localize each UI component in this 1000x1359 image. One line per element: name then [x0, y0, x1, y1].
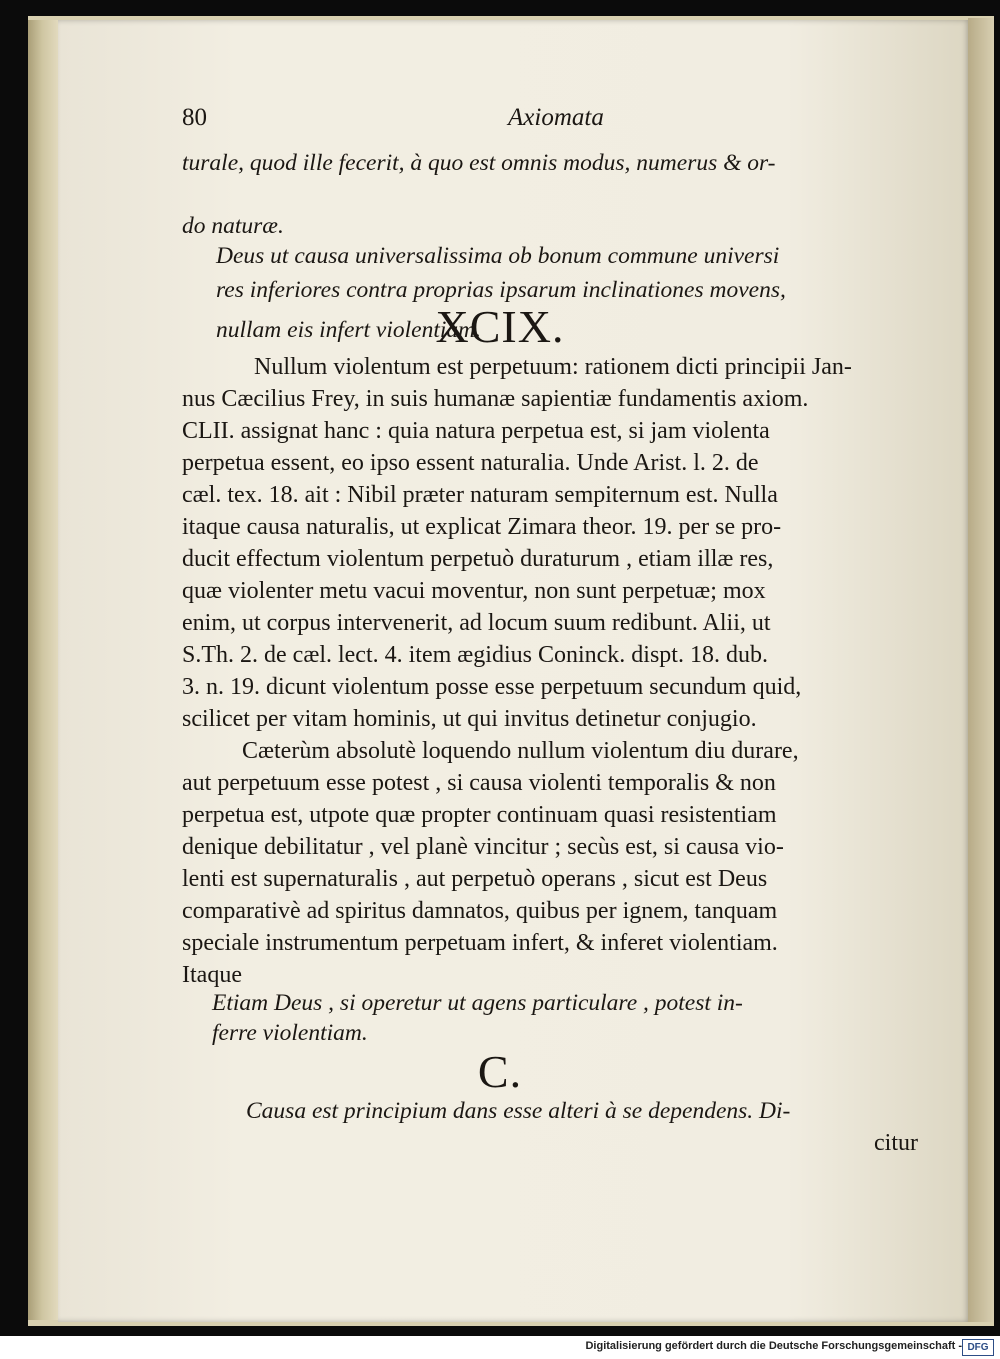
page-number: 80: [182, 104, 207, 131]
dfg-logo: DFG: [962, 1339, 994, 1356]
text-line: perpetua essent, eo ipso essent naturalia. Unde Arist. l. 2. de: [182, 450, 759, 476]
text-line: Cæterùm absolutè loquendo nullum violentum diu durare,: [242, 738, 799, 764]
running-head: Axiomata: [508, 104, 604, 131]
text-line: CLII. assignat hanc : quia natura perpetua est, si jam violenta: [182, 418, 770, 444]
text-line: S.Th. 2. de cæl. lect. 4. item ægidius Coninck. dispt. 18. dub.: [182, 642, 768, 668]
text-line: Itaque: [182, 962, 242, 988]
text-line: itaque causa naturalis, ut explicat Zimara theor. 19. per se pro-: [182, 514, 782, 540]
section-heading: C.: [477, 1046, 523, 1097]
text-line: comparativè ad spiritus damnatos, quibus per ignem, tanquam: [182, 898, 778, 924]
text-line: nullam eis infert violentiam.: [216, 317, 481, 343]
text-line: citur: [874, 1130, 918, 1156]
text-line: res inferiores contra proprias ipsarum inclinationes movens,: [216, 277, 786, 303]
page-left-edge: [28, 20, 60, 1320]
text-line: speciale instrumentum perpetuam infert, & inferet violentiam.: [182, 930, 778, 956]
text-line: cæl. tex. 18. ait : Nibil præter naturam sempiternum est. Nulla: [182, 482, 778, 508]
text-line: Deus ut causa universalissima ob bonum commune universi: [216, 243, 780, 269]
section-heading: XCIX.: [435, 301, 565, 352]
footer-credit: Digitalisierung gefördert durch die Deutsche Forschungsgemeinschaft -: [585, 1340, 962, 1352]
text-line: do naturæ.: [182, 213, 284, 239]
text-line: scilicet per vitam hominis, ut qui invitus detinetur conjugio.: [182, 706, 757, 732]
text-line: Etiam Deus , si operetur ut agens particulare , potest in-: [212, 990, 743, 1016]
text-line: lenti est supernaturalis , aut perpetuò operans , sicut est Deus: [182, 866, 768, 892]
footer-bar: [0, 1336, 1000, 1359]
text-line: perpetua est, utpote quæ propter continuam quasi resistentiam: [182, 802, 777, 828]
text-line: Nullum violentum est perpetuum: rationem dicti principii Jan-: [254, 354, 852, 380]
text-line: quæ violenter metu vacui moventur, non sunt perpetuæ; mox: [182, 578, 766, 604]
text-line: ducit effectum violentum perpetuò duraturum , etiam illæ res,: [182, 546, 774, 572]
page-right-edge: [968, 18, 994, 1322]
text-line: aut perpetuum esse potest , si causa violenti temporalis & non: [182, 770, 776, 796]
text-line: nus Cæcilius Frey, in suis humanæ sapientiæ fundamentis axiom.: [182, 386, 809, 412]
text-line: 3. n. 19. dicunt violentum posse esse perpetuum secundum quid,: [182, 674, 802, 700]
text-line: Causa est principium dans esse alteri à se dependens. Di-: [246, 1098, 791, 1124]
text-line: enim, ut corpus intervenerit, ad locum suum redibunt. Alii, ut: [182, 610, 771, 636]
text-line: denique debilitatur , vel planè vincitur ; secùs est, si causa vio-: [182, 834, 784, 860]
text-line: turale, quod ille fecerit, à quo est omnis modus, numerus & or-: [182, 150, 776, 176]
text-line: ferre violentiam.: [212, 1020, 368, 1046]
page-header: [182, 104, 622, 144]
